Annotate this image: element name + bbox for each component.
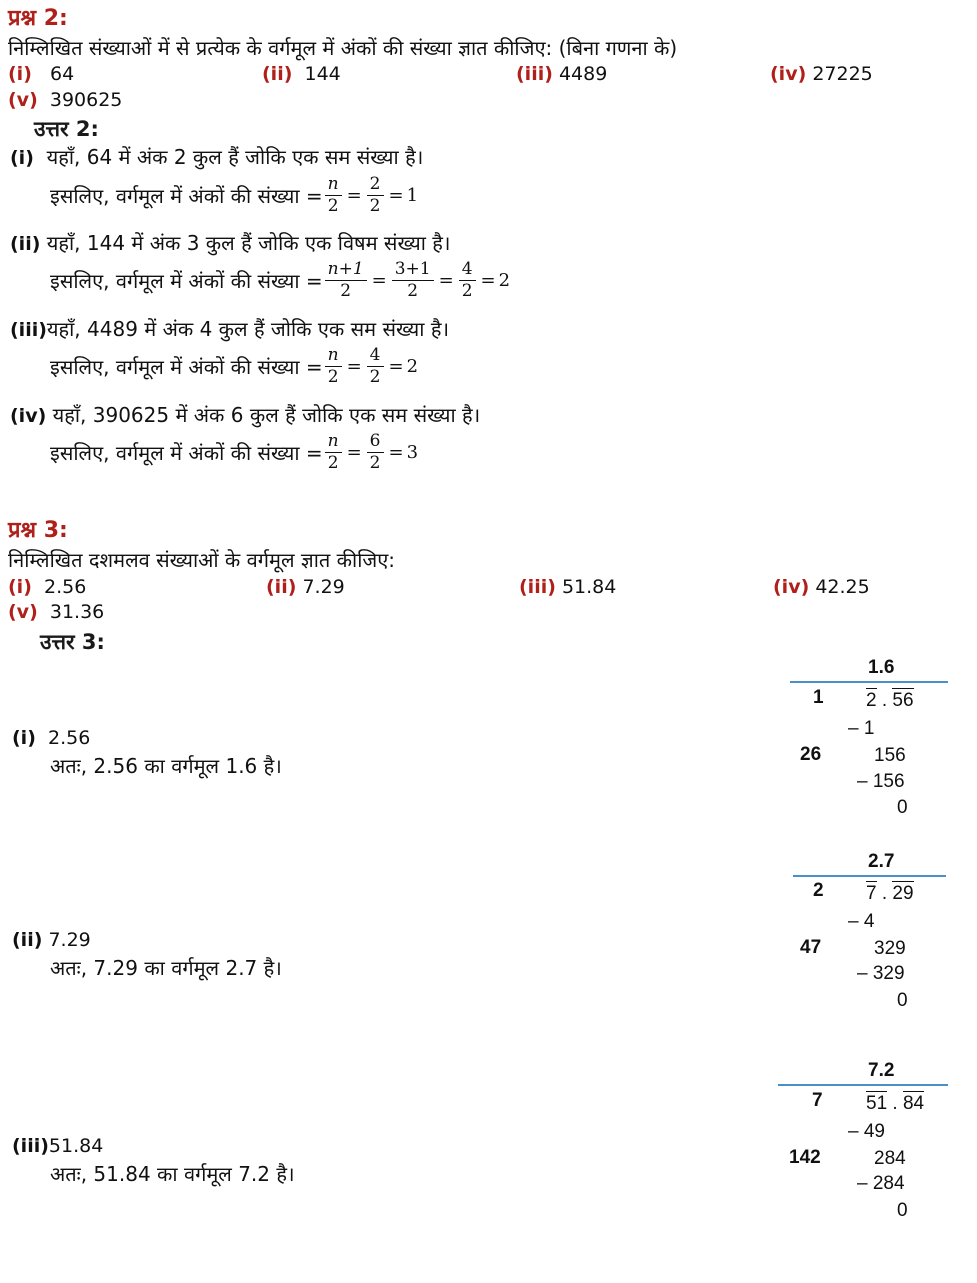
division-subtract-1: – 4 [848, 911, 875, 932]
q3-option-3 [519, 576, 616, 598]
a2-part-2-formula: इसलिए, वर्गमूल में अंकों की संख्या = $\frac{n+1}{2}$ = $\frac{3+1}{2}$ = $\frac{4}{2}$ = 2 [50, 259, 511, 301]
division-dividend: 7 . 29 [866, 883, 914, 904]
q3-option-5 [8, 601, 104, 623]
division-subtract-1: – 1 [848, 718, 875, 739]
division-divisor-2: 26 [800, 744, 822, 765]
a3-part-3-conclusion: अतः, 51.84 का वर्गमूल 7.2 है। [50, 1162, 295, 1186]
part-text: यहाँ, 390625 में अंक 6 कुल हैं जोकि एक सम संख्या है। [52, 403, 481, 427]
a2-part-3-formula: इसलिए, वर्गमूल में अंकों की संख्या = $\frac{n}{2}$ = $\frac{4}{2}$ = 2 [50, 345, 419, 387]
fraction: $\frac{n}{2}$ [325, 433, 342, 472]
a2-part-1-line [10, 143, 423, 170]
question-2-statement: निम्लिखित संख्याओं में से प्रत्येक के वर्गमूल में अंकों की संख्या ज्ञात कीजिए: (बिना गणना के) [8, 36, 678, 60]
division-rule [793, 875, 946, 877]
q2-option-3 [516, 63, 607, 85]
q3-option-1 [8, 576, 86, 598]
a3-part-1-conclusion: अतः, 2.56 का वर्गमूल 1.6 है। [50, 754, 282, 778]
part-value: 51.84 [48, 1135, 104, 1157]
q3-option-4 [773, 576, 870, 598]
part-label: (ii) [12, 929, 43, 951]
option-label: (i) [8, 576, 32, 598]
division-quotient: 7.2 [868, 1060, 895, 1081]
division-subtract-1: – 49 [848, 1121, 885, 1142]
answer-3-title: उत्तर 3: [40, 630, 105, 654]
therefore-text: इसलिए, वर्गमूल में अंकों की संख्या = [50, 441, 323, 465]
fraction: $\frac{6}{2}$ [367, 433, 384, 472]
a2-part-1-formula: इसलिए, वर्गमूल में अंकों की संख्या = $\frac{n}{2}$ = $\frac{2}{2}$ = 1 [50, 174, 419, 216]
division-quotient: 1.6 [868, 657, 895, 678]
fraction: $\frac{n}{2}$ [325, 347, 342, 386]
division-rule [790, 681, 948, 683]
option-value: 144 [304, 63, 341, 85]
a2-part-4-line [10, 401, 480, 428]
option-value: 27225 [812, 63, 873, 85]
a2-part-4-formula: इसलिए, वर्गमूल में अंकों की संख्या = $\frac{n}{2}$ = $\frac{6}{2}$ = 3 [50, 431, 419, 473]
option-value: 31.36 [49, 601, 105, 623]
option-label: (ii) [262, 63, 293, 85]
result: 3 [406, 442, 419, 463]
division-subtract-2: – 329 [857, 963, 905, 984]
result: 1 [406, 185, 419, 206]
division-dividend: 2 . 56 [866, 690, 914, 711]
option-label: (i) [8, 63, 32, 85]
division-quotient: 2.7 [868, 851, 895, 872]
division-remainder-1: 329 [874, 938, 906, 959]
division-rule [778, 1084, 948, 1086]
part-text: यहाँ, 144 में अंक 3 कुल हैं जोकि एक विषम संख्या है। [46, 231, 451, 255]
division-divisor-1: 2 [813, 880, 824, 901]
option-label: (ii) [266, 576, 297, 598]
fraction: $\frac{n}{2}$ [325, 176, 342, 215]
option-label: (iv) [773, 576, 810, 598]
q2-option-4 [770, 63, 873, 85]
part-text: यहाँ, 4489 में अंक 4 कुल हैं जोकि एक सम संख्या है। [46, 317, 450, 341]
division-subtract-2: – 156 [857, 771, 905, 792]
option-value: 2.56 [43, 576, 87, 598]
option-label: (iii) [519, 576, 556, 598]
question-3-title: प्रश्न 3: [8, 518, 68, 543]
a3-part-1-heading [12, 727, 90, 749]
division-final: 0 [897, 990, 908, 1011]
division-dividend: 51 . 84 [866, 1093, 925, 1114]
fraction: $\frac{4}{2}$ [459, 261, 476, 300]
option-label: (v) [8, 89, 38, 111]
a3-part-2-conclusion: अतः, 7.29 का वर्गमूल 2.7 है। [50, 956, 282, 980]
part-value: 2.56 [47, 727, 91, 749]
fraction: $\frac{2}{2}$ [367, 176, 384, 215]
part-label: (iii) [12, 1135, 49, 1157]
division-divisor-2: 142 [789, 1147, 821, 1168]
a2-part-2-line [10, 229, 451, 256]
a3-part-2-heading [12, 929, 91, 951]
a3-part-3-heading [12, 1135, 103, 1157]
division-divisor-1: 7 [812, 1090, 823, 1111]
fraction: $\frac{4}{2}$ [367, 347, 384, 386]
result: 2 [406, 356, 419, 377]
part-value: 7.29 [48, 929, 91, 951]
fraction: $\frac{3+1}{2}$ [392, 261, 434, 300]
therefore-text: इसलिए, वर्गमूल में अंकों की संख्या = [50, 184, 323, 208]
option-value: 64 [50, 63, 75, 85]
option-label: (iii) [516, 63, 553, 85]
option-value: 7.29 [302, 576, 345, 598]
q3-option-2 [266, 576, 345, 598]
part-text: यहाँ, 64 में अंक 2 कुल हैं जोकि एक सम संख्या है। [46, 145, 424, 169]
answer-2-title: उत्तर 2: [34, 117, 99, 141]
option-value: 4489 [558, 63, 608, 85]
option-label: (v) [8, 601, 38, 623]
q2-option-2 [262, 63, 341, 85]
division-subtract-2: – 284 [857, 1173, 905, 1194]
option-label: (iv) [770, 63, 807, 85]
division-remainder-1: 284 [874, 1148, 906, 1169]
question-3-statement: निम्लिखित दशमलव संख्याओं के वर्गमूल ज्ञात कीजिए: [8, 548, 396, 572]
division-divisor-1: 1 [813, 687, 824, 708]
fraction: $\frac{n+1}{2}$ [325, 261, 367, 300]
division-divisor-2: 47 [800, 937, 822, 958]
therefore-text: इसलिए, वर्गमूल में अंकों की संख्या = [50, 355, 323, 379]
option-value: 390625 [49, 89, 123, 111]
part-label: (iii) [10, 319, 47, 341]
part-label: (ii) [10, 233, 41, 255]
part-label: (iv) [10, 405, 47, 427]
a2-part-3-line [10, 315, 449, 342]
question-2-title: प्रश्न 2: [8, 6, 68, 31]
therefore-text: इसलिए, वर्गमूल में अंकों की संख्या = [50, 269, 323, 293]
division-remainder-1: 156 [874, 745, 906, 766]
q2-option-1 [8, 63, 74, 85]
option-value: 42.25 [815, 576, 870, 598]
division-final: 0 [897, 797, 908, 818]
result: 2 [498, 270, 511, 291]
division-final: 0 [897, 1200, 908, 1221]
q2-option-5 [8, 89, 122, 111]
option-value: 51.84 [561, 576, 617, 598]
part-label: (i) [10, 147, 34, 169]
part-label: (i) [12, 727, 36, 749]
